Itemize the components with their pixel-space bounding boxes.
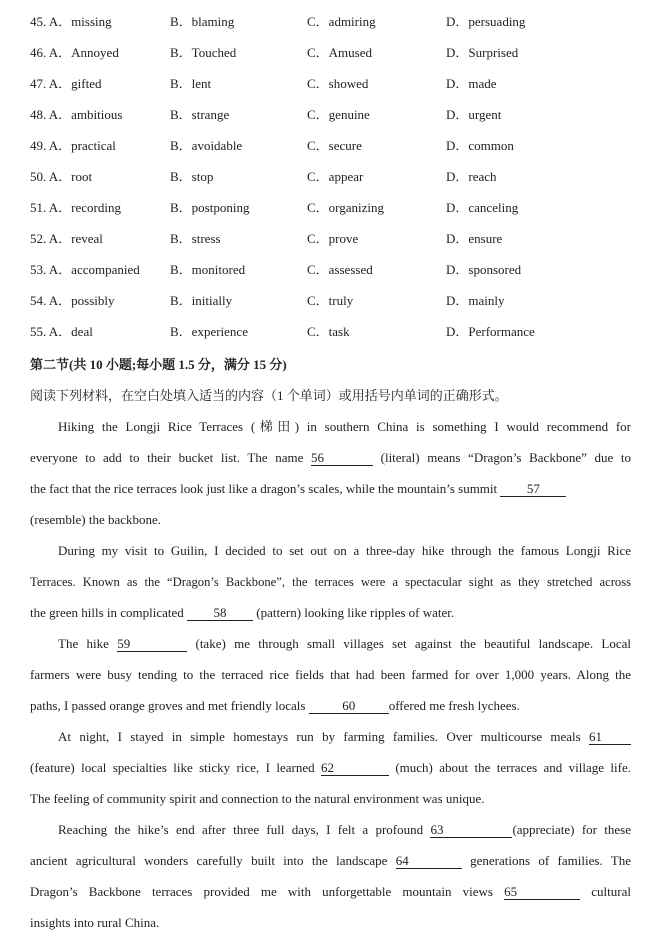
blank-62[interactable]: 62 — [321, 760, 389, 776]
option-a[interactable]: 52. A．reveal — [30, 231, 103, 246]
passage-line: (feature) local specialties like sticky rice, I learned 62 (much) about the terraces and village life. — [30, 760, 631, 775]
option-b[interactable]: B．stress — [170, 231, 221, 246]
option-d[interactable]: D．made — [446, 76, 497, 91]
option-b[interactable]: B．stop — [170, 169, 214, 184]
option-b[interactable]: B．postponing — [170, 200, 250, 215]
passage-line: everyone to add to their bucket list. The name 56 (literal) means “Dragon’s Backbone” due to — [30, 450, 631, 465]
option-c[interactable]: C．showed — [307, 76, 369, 91]
passage-line: farmers were busy tending to the terraced rice fields that had been farmed for over 1,000 years. Along the — [30, 667, 631, 682]
section-heading: 第二节(共 10 小题;每小题 1.5 分，满分 15 分) — [30, 357, 287, 372]
option-d[interactable]: D．ensure — [446, 231, 503, 246]
question-row — [0, 229, 645, 249]
passage-line: During my visit to Guilin, I decided to set out on a three-day hike through the famous Longji Rice — [58, 543, 631, 558]
option-d[interactable]: D．canceling — [446, 200, 519, 215]
option-c[interactable]: C．genuine — [307, 107, 370, 122]
question-row — [0, 136, 645, 156]
question-row — [0, 12, 645, 32]
option-d[interactable]: D．urgent — [446, 107, 502, 122]
option-a[interactable]: 51. A．recording — [30, 200, 121, 215]
option-a[interactable]: 48. A．ambitious — [30, 107, 123, 122]
option-d[interactable]: D．persuading — [446, 14, 526, 29]
blank-60[interactable]: 60 — [309, 698, 389, 714]
question-row — [0, 43, 645, 63]
passage-line: Hiking the Longji Rice Terraces (梯田) in southern China is something I would recommend for — [58, 419, 631, 434]
option-d[interactable]: D．common — [446, 138, 514, 153]
option-a[interactable]: 54. A．possibly — [30, 293, 115, 308]
option-b[interactable]: B．monitored — [170, 262, 246, 277]
option-a[interactable]: 50. A．root — [30, 169, 93, 184]
passage-line: ancient agricultural wonders carefully built into the landscape 64 generations of families. The — [30, 853, 631, 868]
option-b[interactable]: B．strange — [170, 107, 230, 122]
question-row — [0, 105, 645, 125]
option-b[interactable]: B．blaming — [170, 14, 235, 29]
passage-line: (resemble) the backbone. — [30, 512, 162, 527]
passage-line: paths, I passed orange groves and met friendly locals 60 offered me fresh lychees. — [30, 698, 520, 713]
question-row — [0, 322, 645, 342]
option-a[interactable]: 46. A．Annoyed — [30, 45, 119, 60]
option-b[interactable]: B．avoidable — [170, 138, 243, 153]
option-d[interactable]: D．Surprised — [446, 45, 519, 60]
question-row — [0, 74, 645, 94]
option-a[interactable]: 49. A．practical — [30, 138, 116, 153]
section-instruction: 阅读下列材料，在空白处填入适当的内容（1 个单词）或用括号内单词的正确形式。 — [30, 388, 508, 403]
option-a[interactable]: 53. A．accompanied — [30, 262, 140, 277]
option-c[interactable]: C．appear — [307, 169, 364, 184]
passage-line: the fact that the rice terraces look just like a dragon’s scales, while the mountain’s summit 57 — [30, 479, 631, 499]
option-d[interactable]: D．sponsored — [446, 262, 522, 277]
option-a[interactable]: 45. A．missing — [30, 14, 112, 29]
option-c[interactable]: C．organizing — [307, 200, 385, 215]
option-c[interactable]: C．truly — [307, 293, 354, 308]
passage-line: Terraces. Known as the “Dragon’s Backbone”, the terraces were a spectacular sight as they stretched across — [30, 575, 631, 589]
passage-line: At night, I stayed in simple homestays run by farming families. Over multicourse meals 61 — [58, 727, 631, 747]
blank-58[interactable]: 58 — [187, 605, 253, 621]
blank-57[interactable]: 57 — [500, 481, 566, 497]
passage-line: The hike 59 (take) me through small villages set against the beautiful landscape. Local — [58, 636, 632, 651]
question-row — [0, 291, 645, 311]
passage-line: the green hills in complicated 58 (pattern) looking like ripples of water. — [30, 605, 455, 620]
passage-line: Reaching the hike’s end after three full days, I felt a profound 63 (appreciate) for these — [58, 822, 631, 837]
option-a[interactable]: 55. A．deal — [30, 324, 93, 339]
passage-line: The feeling of community spirit and connection to the natural environment was unique. — [30, 791, 485, 806]
passage-line: insights into rural China. — [30, 915, 160, 930]
blank-65[interactable]: 65 — [504, 884, 580, 900]
option-d[interactable]: D．reach — [446, 169, 497, 184]
option-d[interactable]: D．Performance — [446, 324, 535, 339]
blank-64[interactable]: 64 — [396, 853, 462, 869]
passage-line: Dragon’s Backbone terraces provided me with unforgettable mountain views 65 cultural — [30, 884, 631, 899]
option-b[interactable]: B．initially — [170, 293, 233, 308]
option-c[interactable]: C．task — [307, 324, 350, 339]
option-c[interactable]: C．assessed — [307, 262, 373, 277]
option-c[interactable]: C．prove — [307, 231, 359, 246]
blank-59[interactable]: 59 — [117, 636, 187, 652]
option-c[interactable]: C．secure — [307, 138, 362, 153]
option-c[interactable]: C．admiring — [307, 14, 376, 29]
question-row — [0, 198, 645, 218]
option-b[interactable]: B．Touched — [170, 45, 237, 60]
blank-56[interactable]: 56 — [311, 450, 373, 466]
option-b[interactable]: B．experience — [170, 324, 248, 339]
question-row — [0, 167, 645, 187]
question-row — [0, 260, 645, 280]
option-c[interactable]: C．Amused — [307, 45, 373, 60]
blank-61[interactable]: 61 — [589, 729, 631, 745]
option-b[interactable]: B．lent — [170, 76, 212, 91]
blank-63[interactable]: 63 — [430, 822, 512, 838]
option-d[interactable]: D．mainly — [446, 293, 505, 308]
option-a[interactable]: 47. A．gifted — [30, 76, 102, 91]
